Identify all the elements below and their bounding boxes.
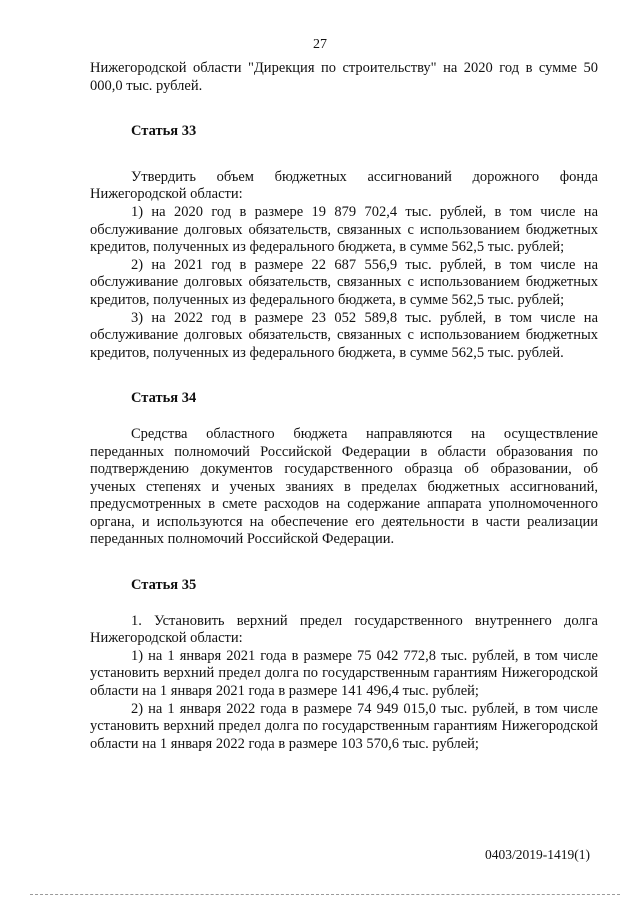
article-35-item-1: 1) на 1 января 2021 года в размере 75 042 772,8 тыс. рублей, в том числе установить верхний предел долга по государственным гарантиям Нижегородской области на 1 января 2021 года в размере 141 496,4 тыс. рублей; (90, 647, 598, 700)
article-35-heading: Статья 35 (131, 577, 197, 594)
article-34-paragraph: Средства областного бюджета направляются на осуществление переданных полномочий Российской Федерации в области образования по подтверждению документов государственного образца об образовании, об ученых степенях и ученых званиях в пределах бюджетных ассигнований, предусмотренных в смете расходов на содержание аппарата уполномоченного органа, и используются на обеспечение его деятельности в части реализации переданных полномочий Российской Федерации. (90, 425, 598, 548)
article-33-heading: Статья 33 (131, 123, 197, 140)
document-code: 0403/2019-1419(1) (485, 847, 590, 862)
article-34-heading: Статья 34 (131, 390, 197, 407)
article-33-item-1: 1) на 2020 год в размере 19 879 702,4 тыс. рублей, в том числе на обслуживание долговых обязательств, связанных с использованием бюджетных кредитов, полученных из федерального бюджета, в сумме 562,5 тыс. рублей; (90, 203, 598, 256)
intro-paragraph: Нижегородской области "Дирекция по строительству" на 2020 год в сумме 50 000,0 тыс. рублей. (90, 60, 598, 94)
article-35-item-2: 2) на 1 января 2022 года в размере 74 949 015,0 тыс. рублей, в том числе установить верхний предел долга по государственным гарантиям Нижегородской области на 1 января 2022 года в размере 103 570,6 тыс. рублей; (90, 700, 598, 752)
document-body (90, 60, 598, 753)
article-33-item-2: 2) на 2021 год в размере 22 687 556,9 тыс. рублей, в том числе на обслуживание долговых обязательств, связанных с использованием бюджетных кредитов, полученных из федерального бюджета, в сумме 562,5 тыс. рублей; (90, 256, 598, 308)
page-number: 27 (313, 37, 327, 52)
article-35-paragraph: 1. Установить верхний предел государственного внутреннего долга Нижегородской области: (90, 612, 598, 647)
scan-edge-line (30, 894, 620, 895)
article-33-paragraph: Утвердить объем бюджетных ассигнований дорожного фонда Нижегородской области: (90, 168, 598, 203)
article-33-item-3: 3) на 2022 год в размере 23 052 589,8 тыс. рублей, в том числе на обслуживание долговых обязательств, связанных с использованием бюджетных кредитов, полученных из федерального бюджета, в сумме 562,5 тыс. рублей. (90, 309, 598, 361)
